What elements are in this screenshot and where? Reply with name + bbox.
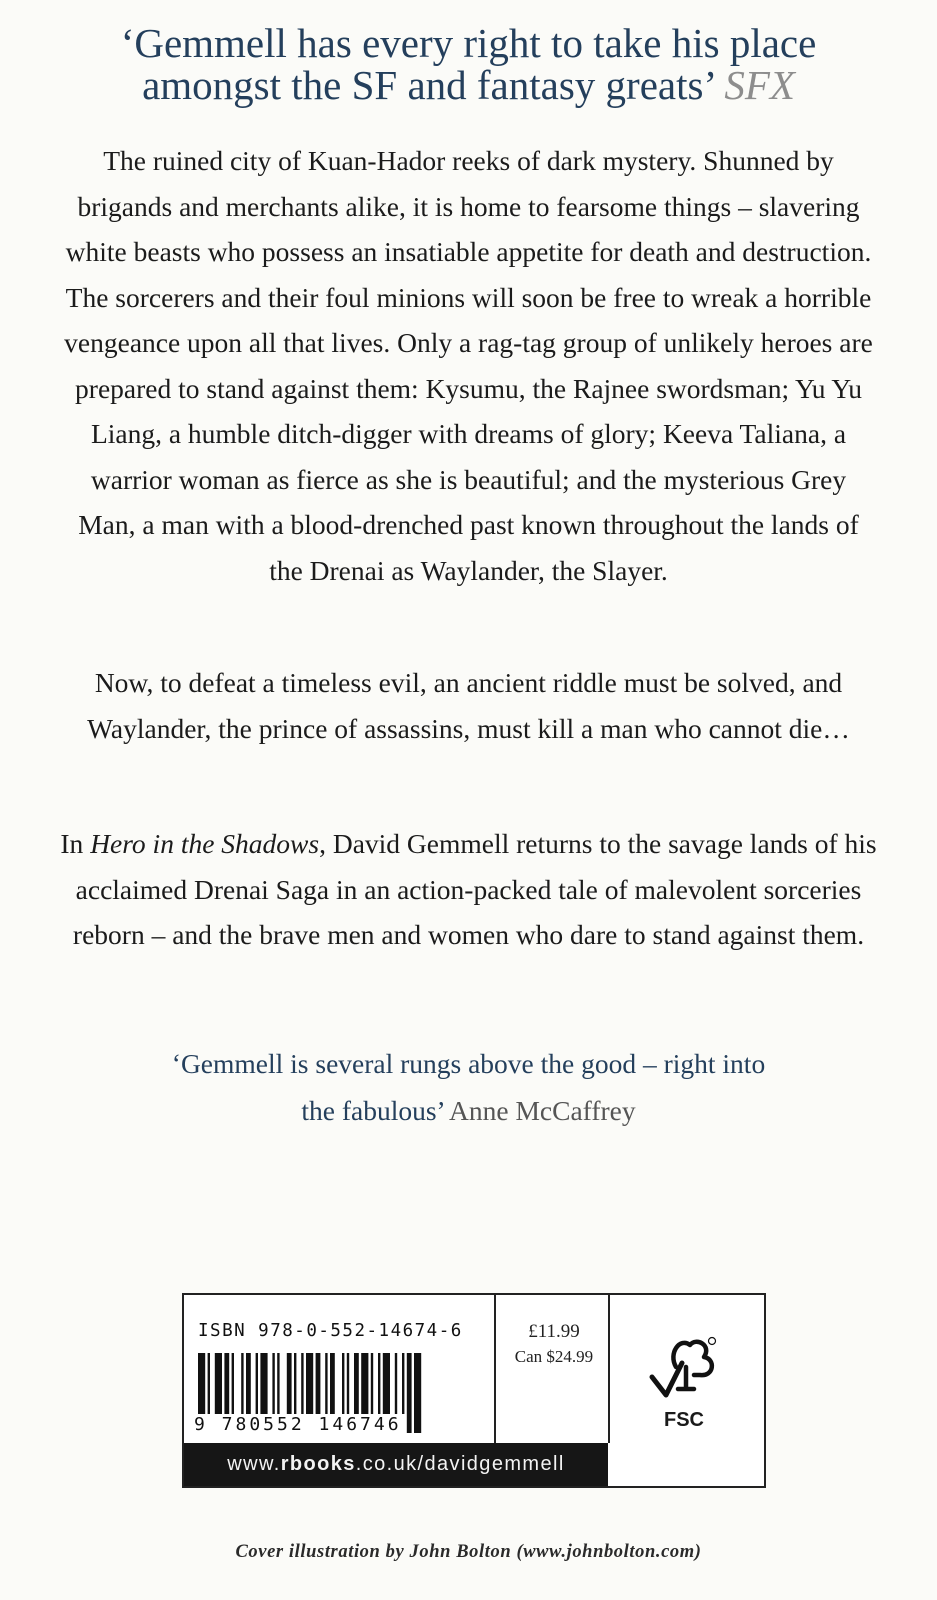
- price-uk: £11.99: [528, 1321, 580, 1342]
- bottom-quote-source: Anne McCaffrey: [449, 1095, 636, 1126]
- web-brand: rbooks: [280, 1453, 356, 1475]
- bottom-quote-line2: the fabulous’: [301, 1095, 444, 1126]
- web-prefix: www.: [227, 1453, 281, 1475]
- blurb-paragraph-1: The ruined city of Kuan-Hador reeks of dark mystery. Shunned by brigands and merchants alike, it is home to fearsome things – slavering white beasts who possess an insatiable appetite for death and destruction. The sorcerers and their foul minions will soon be free to wreak a horrible vengeance upon all that lives. Only a rag-tag group of unlikely heroes are prepared to stand against them: Kysumu, the Rajnee swordsman; Yu Yu Liang, a humble ditch-digger with dreams of glory; Keeva Taliana, a warrior woman as fierce as she is beautiful; and the mysterious Grey Man, a man with a blood-drenched past known throughout the lands of the Drenai as Waylander, the Slayer.: [64, 145, 873, 586]
- fsc-label: FSC: [664, 1409, 704, 1431]
- price-divider: [608, 1295, 610, 1443]
- isbn-label: ISBN 978-0-552-14674-6: [198, 1321, 463, 1341]
- website-strip: [184, 1443, 608, 1486]
- barcode-bar: [414, 1353, 421, 1433]
- price-block: [504, 1319, 604, 1369]
- barcode-box: [182, 1293, 766, 1488]
- barcode-bar: [407, 1353, 412, 1433]
- blurb-p3-prefix: In: [60, 828, 91, 859]
- price-canada: Can $24.99: [514, 1347, 594, 1366]
- top-review-quote: [40, 22, 897, 106]
- blurb-paragraph-2: Now, to defeat a timeless evil, an ancient riddle must be solved, and Waylander, the prince of assassins, must kill a man who cannot die…: [87, 667, 850, 744]
- top-quote-source: SFX: [724, 62, 795, 108]
- top-quote-line1: ‘Gemmell has every right to take his place: [120, 20, 817, 66]
- bottom-review-quote: [60, 1040, 877, 1134]
- web-suffix: .co.uk/davidgemmell: [355, 1453, 565, 1475]
- blurb-p3-rest: , David Gemmell returns to the savage lands of his acclaimed Drenai Saga in an action-packed tale of malevolent sorceries reborn – and the brave men and women who dare to stand against them.: [72, 828, 877, 950]
- top-quote-line2: amongst the SF and fantasy greats’: [142, 62, 715, 108]
- fsc-tree-check-icon: [646, 1333, 724, 1411]
- book-title: Hero in the Shadows: [90, 828, 320, 859]
- bottom-quote-line1: ‘Gemmell is several rungs above the good – right into: [171, 1048, 766, 1079]
- barcode-divider: [494, 1295, 496, 1443]
- barcode-digits: 9 780552 146746: [194, 1414, 406, 1435]
- blurb-paragraph-3: [60, 821, 877, 958]
- cover-illustration-credit: Cover illustration by John Bolton (www.johnbolton.com): [235, 1542, 702, 1562]
